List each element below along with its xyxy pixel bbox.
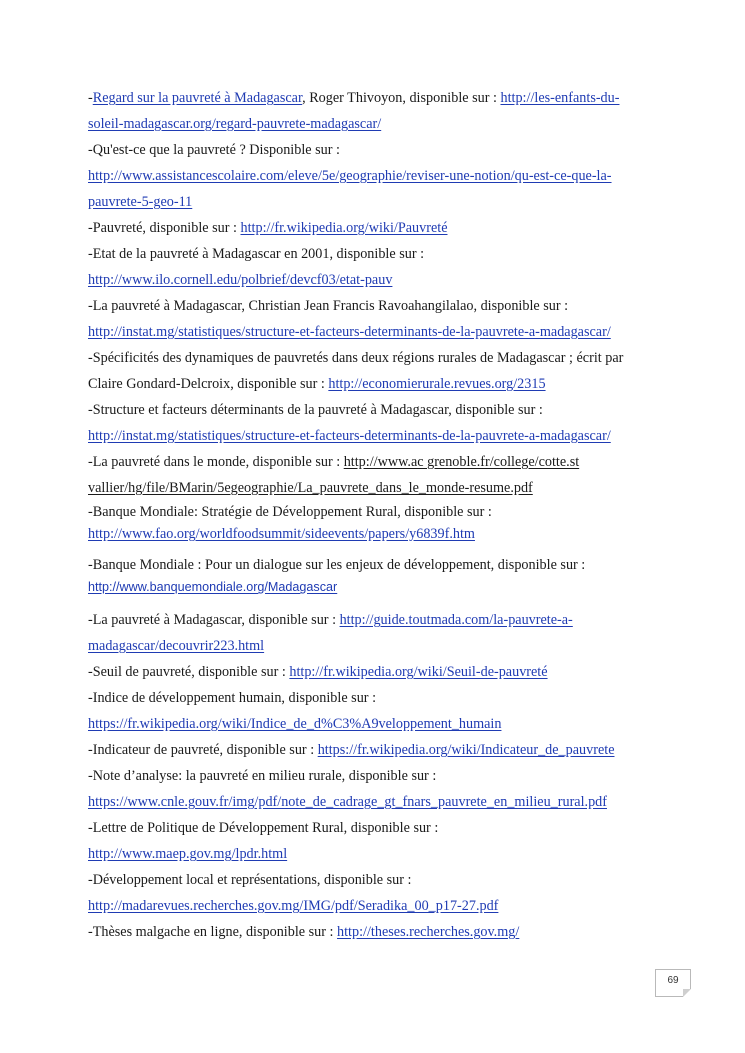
reference-line: -Qu'est-ce que la pauvreté ? Disponible sur : [88,142,340,158]
reference-line [88,191,663,217]
page-fold-icon [683,989,691,997]
reference-line [88,713,663,739]
reference-line [88,165,663,191]
reference-url[interactable]: https://fr.wikipedia.org/wiki/Indice_de_d%C3%A9veloppement_humain [88,716,502,732]
reference-url[interactable]: http://guide.toutmada.com/la-pauvrete-a- [339,612,573,628]
reference-line: -Lettre de Politique de Développement Rural, disponible sur : [88,820,439,836]
reference-line [88,791,663,817]
reference-url[interactable]: http://theses.recherches.gov.mg/ [337,924,520,940]
reference-line: -Développement local et représentations, disponible sur : [88,872,412,888]
reference-line [88,425,663,451]
reference-line: -La pauvreté à Madagascar, Christian Jean Francis Ravoahangilalao, disponible sur : [88,298,569,314]
reference-line: -Thèses malgache en ligne, disponible sur : http://theses.recherches.gov.mg/ [88,924,520,940]
reference-line: -Note d’analyse: la pauvreté en milieu rurale, disponible sur : [88,768,437,784]
reference-line: Claire Gondard-Delcroix, disponible sur : http://economierurale.revues.org/2315 [88,376,546,392]
reference-url[interactable]: http://fr.wikipedia.org/wiki/Seuil-de-pauvreté [289,664,548,680]
reference-url[interactable]: http://www.maep.gov.mg/lpdr.html [88,846,288,862]
reference-line: -Etat de la pauvreté à Madagascar en 2001, disponible sur : [88,246,425,262]
reference-line [88,477,663,503]
reference-line [88,321,663,347]
reference-url[interactable]: http://les-enfants-du- [500,90,620,106]
reference-url[interactable]: soleil-madagascar.org/regard-pauvrete-madagascar/ [88,116,382,132]
reference-line: -Indice de développement humain, disponible sur : [88,690,377,706]
reference-line: -La pauvreté à Madagascar, disponible sur : http://guide.toutmada.com/la-pauvrete-a- [88,612,573,628]
reference-url[interactable]: http://instat.mg/statistiques/structure-et-facteurs-determinants-de-la-pauvrete-a-madagascar/ [88,428,611,444]
reference-url[interactable]: http://economierurale.revues.org/2315 [328,376,546,392]
reference-line [88,843,663,869]
reference-line [88,269,663,295]
reference-url[interactable]: madagascar/decouvrir223.html [88,638,265,654]
reference-line: -Spécificités des dynamiques de pauvretés dans deux régions rurales de Madagascar ; écrit par [88,350,624,366]
page-number: 69 [655,969,691,997]
reference-url[interactable]: http://www.ac grenoble.fr/college/cotte.st [343,454,580,470]
reference-url[interactable]: https://fr.wikipedia.org/wiki/Indicateur_de_pauvrete [317,742,615,758]
reference-line: -La pauvreté dans le monde, disponible sur : http://www.ac grenoble.fr/college/cotte.st [88,454,580,470]
reference-line: -Pauvreté, disponible sur : http://fr.wikipedia.org/wiki/Pauvreté [88,220,448,236]
reference-url[interactable]: https://www.cnle.gouv.fr/img/pdf/note_de_cadrage_gt_fnars_pauvrete_en_milieu_rural.pdf [88,794,607,810]
reference-line: -Indicateur de pauvreté, disponible sur : https://fr.wikipedia.org/wiki/Indicateur_de_pauvrete [88,742,615,758]
reference-url[interactable]: pauvrete-5-geo-11 [88,194,193,210]
reference-url[interactable]: http://madarevues.recherches.gov.mg/IMG/pdf/Seradika_00_p17-27.pdf [88,898,499,914]
reference-url[interactable]: http://www.assistancescolaire.com/eleve/5e/geographie/reviser-une-notion/qu-est-ce-que-la- [88,168,612,184]
reference-line: -Structure et facteurs déterminants de la pauvreté à Madagascar, disponible sur : [88,402,543,418]
reference-url[interactable]: http://www.banquemondiale.org/Madagascar [88,580,338,594]
reference-line: -Regard sur la pauvreté à Madagascar, Roger Thivoyon, disponible sur : http://les-enfants-du- [88,90,620,106]
reference-line [88,113,663,139]
reference-link[interactable]: Regard sur la pauvreté à Madagascar [92,90,303,106]
reference-line: -Seuil de pauvreté, disponible sur : http://fr.wikipedia.org/wiki/Seuil-de-pauvreté [88,664,548,680]
reference-line [88,895,663,921]
reference-url[interactable]: vallier/hg/file/BMarin/5egeographie/La_pauvrete_dans_le_monde-resume.pdf [88,480,533,496]
reference-line [88,635,663,661]
reference-url[interactable]: http://www.ilo.cornell.edu/polbrief/devcf03/etat-pauv [88,272,393,288]
reference-line: -Banque Mondiale : Pour un dialogue sur les enjeux de développement, disponible sur : [88,557,586,573]
reference-line: -Banque Mondiale: Stratégie de Développement Rural, disponible sur : [88,504,492,520]
reference-line [88,523,663,556]
reference-url[interactable]: http://www.fao.org/worldfoodsummit/sideevents/papers/y6839f.htm [88,526,475,542]
reference-url[interactable]: http://instat.mg/statistiques/structure-et-facteurs-determinants-de-la-pauvrete-a-madagascar/ [88,324,611,340]
reference-url[interactable]: http://fr.wikipedia.org/wiki/Pauvreté [240,220,448,236]
reference-list [88,87,663,947]
reference-line [88,576,663,609]
